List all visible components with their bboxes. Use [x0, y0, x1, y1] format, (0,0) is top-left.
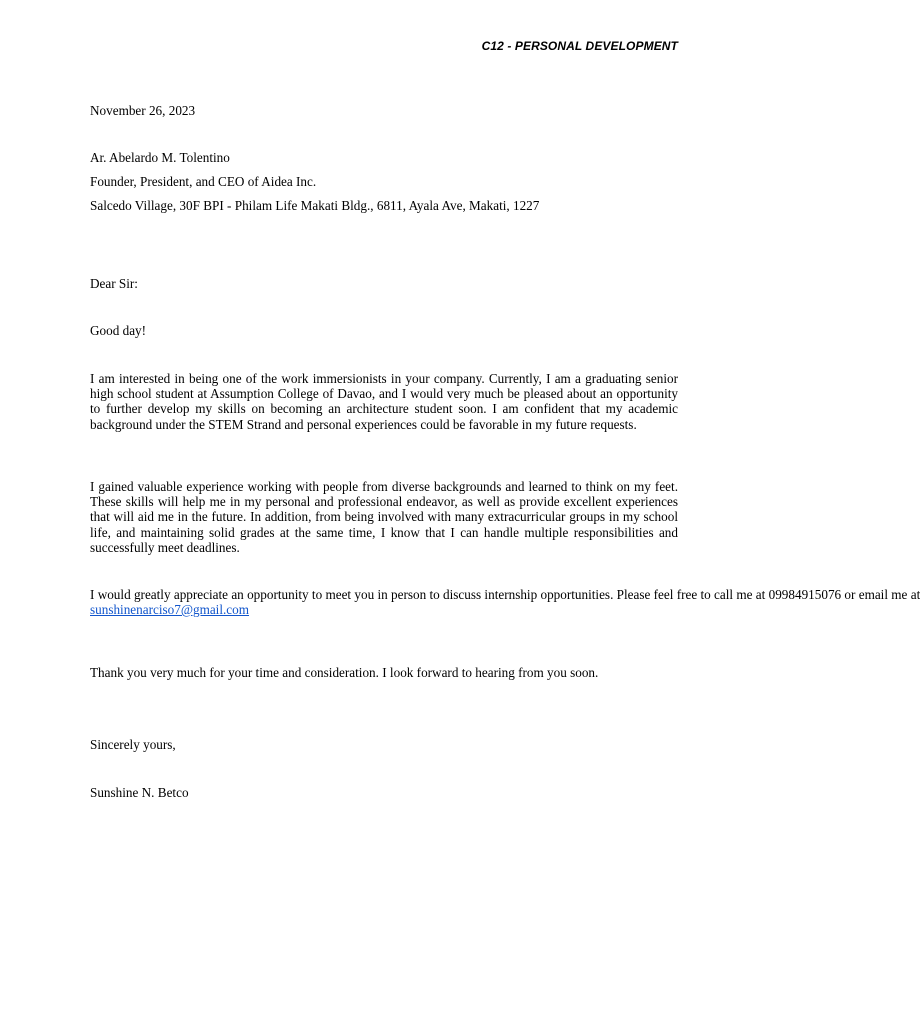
email-line: [90, 602, 678, 617]
body-paragraph-3: [90, 587, 920, 618]
recipient-name: Ar. Abelardo M. Tolentino: [90, 150, 230, 165]
body-paragraph-1: I am interested in being one of the work immersionists in your company. Currently, I am a graduating senior high school student at Assumption College of Davao, and I would very much be pleased about an opportunity to further develop my skills on becoming an architecture student soon. I am confident that my academic background under the STEM Strand and personal experiences could be favorable in my future requests.: [90, 371, 678, 432]
course-header: C12 - PERSONAL DEVELOPMENT: [481, 39, 678, 53]
contact-text: I would greatly appreciate an opportunity to meet you in person to discuss internship opportunities. Please feel free to call me at 09984915076 or email me at: [90, 587, 920, 602]
closing: Sincerely yours,: [90, 737, 176, 752]
recipient-title: Founder, President, and CEO of Aidea Inc.: [90, 174, 317, 189]
salutation: Dear Sir:: [90, 276, 138, 291]
letter-date: November 26, 2023: [90, 103, 196, 118]
greeting: Good day!: [90, 323, 147, 338]
body-paragraph-2: I gained valuable experience working with people from diverse backgrounds and learned to think on my feet. These skills will help me in my personal and professional endeavor, as well as provide excellent experiences that will aid me in the future. In addition, from being involved with many extracurricular groups in my school life, and maintaining solid grades at the same time, I know that I can handle multiple responsibilities and successfully meet deadlines.: [90, 479, 678, 555]
body-paragraph-4: Thank you very much for your time and consideration. I look forward to hearing from you soon.: [90, 665, 599, 680]
recipient-address: Salcedo Village, 30F BPI - Philam Life Makati Bldg., 6811, Ayala Ave, Makati, 1227: [90, 198, 540, 213]
signature-name: Sunshine N. Betco: [90, 785, 189, 800]
email-link[interactable]: sunshinenarciso7@gmail.com: [90, 602, 250, 618]
